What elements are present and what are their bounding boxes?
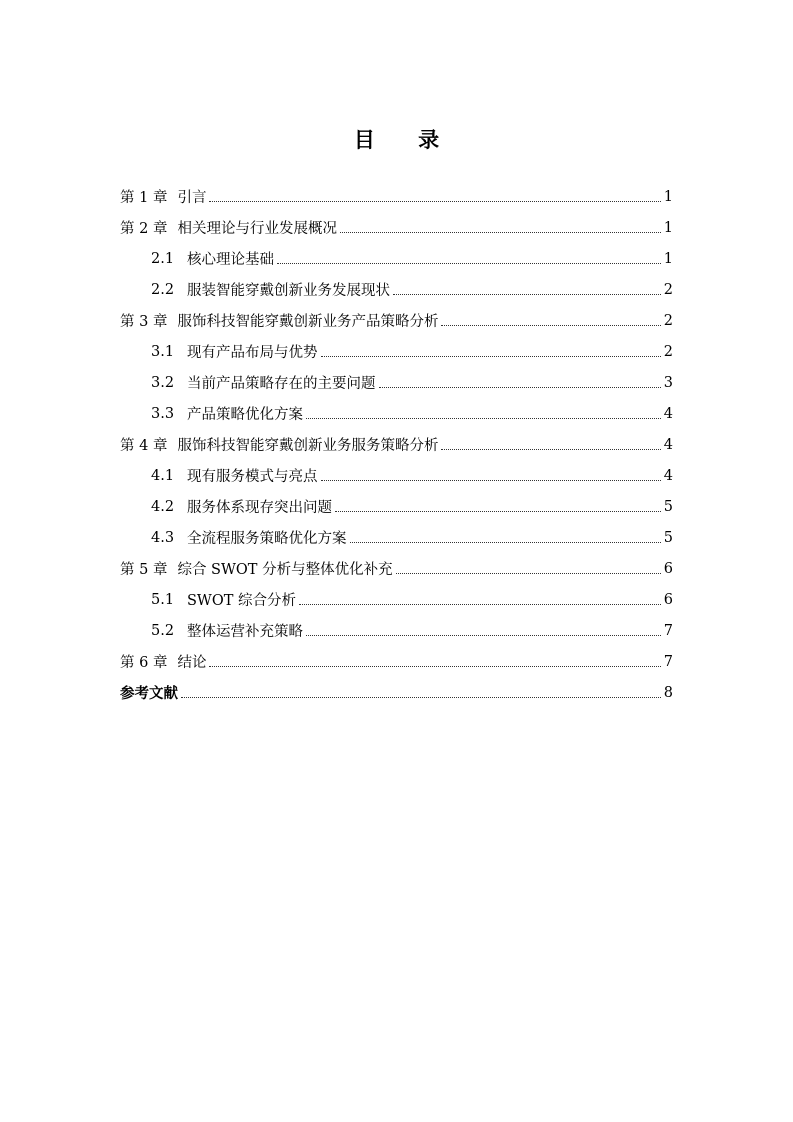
entry-page-number: 8 <box>663 684 673 701</box>
toc-entry-section-2-2[interactable] <box>120 274 673 305</box>
entry-page-number: 7 <box>663 653 673 670</box>
entry-title: 结论 <box>177 655 207 671</box>
entry-number: 第 3 章 <box>120 314 168 330</box>
entry-page-number: 2 <box>663 312 673 329</box>
dot-leader <box>441 449 660 450</box>
entry-title: 全流程服务策略优化方案 <box>187 531 347 547</box>
entry-page-number: 4 <box>663 436 673 453</box>
dot-leader <box>181 697 661 698</box>
toc-entry-chapter-6[interactable] <box>120 646 673 677</box>
dot-leader <box>306 418 661 419</box>
entry-title: SWOT 综合分析 <box>187 593 297 609</box>
entry-page-number: 3 <box>663 374 673 391</box>
toc-entry-chapter-4[interactable] <box>120 429 673 460</box>
dot-leader <box>209 666 660 667</box>
entry-number: 3.2 <box>151 374 175 391</box>
entry-page-number: 1 <box>663 250 673 267</box>
toc-entry-section-3-2[interactable] <box>120 367 673 398</box>
entry-number: 第 4 章 <box>120 438 168 454</box>
entry-page-number: 7 <box>663 622 673 639</box>
toc-entry-section-5-2[interactable] <box>120 615 673 646</box>
toc-title: 目 录 <box>353 127 458 152</box>
entry-page-number: 6 <box>663 591 673 608</box>
entry-page-number: 5 <box>663 498 673 515</box>
entry-number: 2.1 <box>151 250 175 267</box>
dot-leader <box>321 356 661 357</box>
entry-title: 引言 <box>177 190 207 206</box>
entry-title: 服务体系现存突出问题 <box>187 500 332 516</box>
toc-entry-section-4-1[interactable] <box>120 460 673 491</box>
entry-title: 综合 SWOT 分析与整体优化补充 <box>177 562 393 578</box>
dot-leader <box>350 542 661 543</box>
entry-page-number: 1 <box>663 219 673 236</box>
entry-title: 服饰科技智能穿戴创新业务产品策略分析 <box>177 314 439 330</box>
dot-leader <box>379 387 661 388</box>
entry-title: 当前产品策略存在的主要问题 <box>187 376 376 392</box>
entry-title: 相关理论与行业发展概况 <box>177 221 337 237</box>
dot-leader <box>396 573 661 574</box>
toc-list <box>120 181 673 708</box>
toc-entry-section-2-1[interactable] <box>120 243 673 274</box>
entry-page-number: 6 <box>663 560 673 577</box>
entry-number: 第 5 章 <box>120 562 168 578</box>
entry-title: 服装智能穿戴创新业务发展现状 <box>187 283 390 299</box>
dot-leader <box>306 635 661 636</box>
entry-number: 2.2 <box>151 281 175 298</box>
entry-number: 第 2 章 <box>120 221 168 237</box>
entry-title: 整体运营补充策略 <box>187 624 303 640</box>
entry-number: 3.3 <box>151 405 175 422</box>
entry-number: 4.2 <box>151 498 175 515</box>
entry-number: 第 6 章 <box>120 655 168 671</box>
entry-title: 产品策略优化方案 <box>187 407 303 423</box>
dot-leader <box>209 201 660 202</box>
entry-page-number: 4 <box>663 405 673 422</box>
entry-page-number: 1 <box>663 188 673 205</box>
dot-leader <box>393 294 661 295</box>
toc-entry-section-4-3[interactable] <box>120 522 673 553</box>
entry-number: 5.1 <box>151 591 175 608</box>
dot-leader <box>441 325 660 326</box>
entry-title: 参考文献 <box>120 685 178 702</box>
entry-page-number: 5 <box>663 529 673 546</box>
toc-entry-section-4-2[interactable] <box>120 491 673 522</box>
entry-page-number: 2 <box>663 343 673 360</box>
toc-entry-chapter-3[interactable] <box>120 305 673 336</box>
entry-page-number: 4 <box>663 467 673 484</box>
entry-number: 4.1 <box>151 467 175 484</box>
entry-title: 现有产品布局与优势 <box>187 345 318 361</box>
entry-page-number: 2 <box>663 281 673 298</box>
entry-title: 服饰科技智能穿戴创新业务服务策略分析 <box>177 438 439 454</box>
entry-title: 核心理论基础 <box>187 252 274 268</box>
toc-entry-chapter-5[interactable] <box>120 553 673 584</box>
entry-number: 4.3 <box>151 529 175 546</box>
toc-entry-section-3-1[interactable] <box>120 336 673 367</box>
entry-title: 现有服务模式与亮点 <box>187 469 318 485</box>
toc-entry-chapter-2[interactable] <box>120 212 673 243</box>
entry-number: 第 1 章 <box>120 190 168 206</box>
toc-entry-chapter-1[interactable] <box>120 181 673 212</box>
dot-leader <box>335 511 661 512</box>
entry-number: 3.1 <box>151 343 175 360</box>
toc-entry-section-5-1[interactable] <box>120 584 673 615</box>
entry-number: 5.2 <box>151 622 175 639</box>
dot-leader <box>321 480 661 481</box>
toc-entry-references[interactable] <box>120 677 673 708</box>
dot-leader <box>340 232 661 233</box>
toc-entry-section-3-3[interactable] <box>120 398 673 429</box>
dot-leader <box>299 604 661 605</box>
dot-leader <box>277 263 661 264</box>
